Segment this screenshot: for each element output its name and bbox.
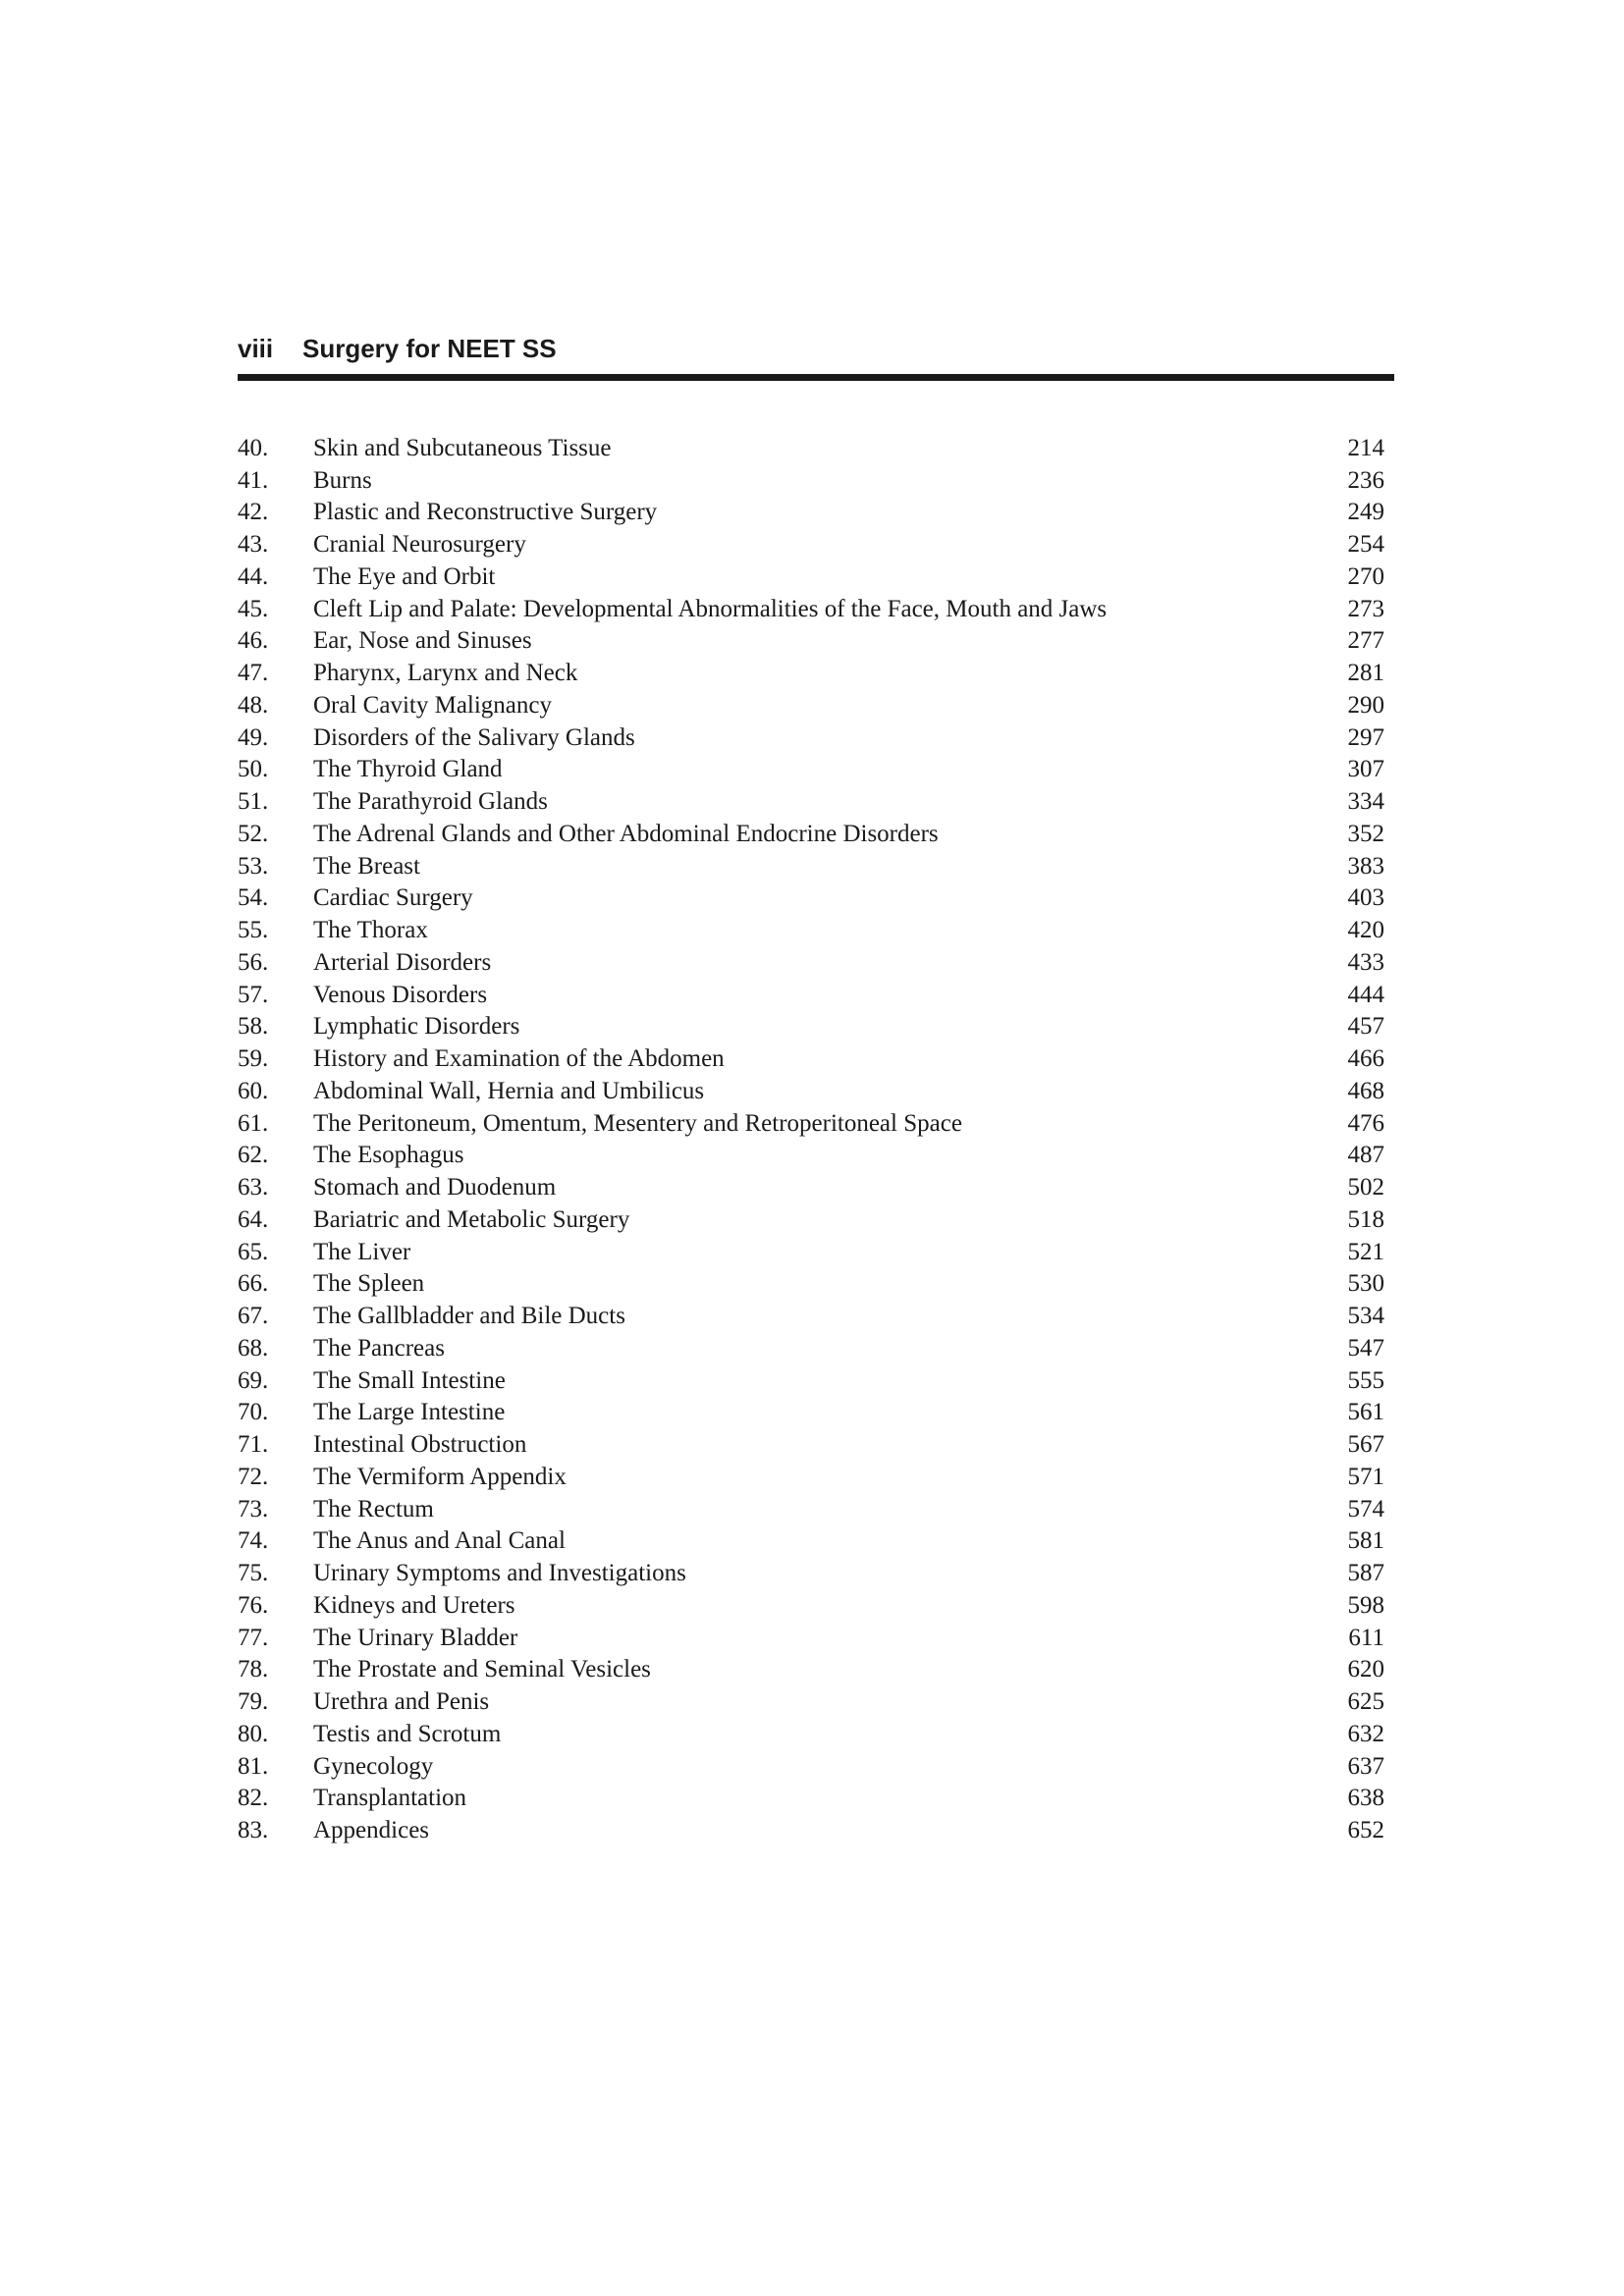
toc-entry	[238, 561, 1394, 593]
toc-entry	[238, 1397, 1394, 1429]
toc-chapter-title: Venous Disorders	[313, 981, 488, 1008]
toc-entry	[238, 1364, 1394, 1397]
toc-chapter-number: 79.	[238, 1688, 269, 1716]
toc-page-number: 466	[1347, 1045, 1384, 1073]
toc-entry	[238, 946, 1394, 979]
toc-chapter-title: The Anus and Anal Canal	[313, 1527, 566, 1555]
toc-chapter-number: 71.	[238, 1431, 269, 1459]
toc-entry	[238, 1783, 1394, 1815]
toc-chapter-title: The Pancreas	[313, 1334, 445, 1362]
toc-entry	[238, 657, 1394, 689]
toc-page-number: 574	[1347, 1495, 1384, 1522]
toc-chapter-title: Cardiac Surgery	[313, 884, 473, 912]
toc-chapter-number: 52.	[238, 820, 269, 847]
toc-page-number: 547	[1347, 1334, 1384, 1362]
toc-entry	[238, 785, 1394, 818]
toc-chapter-number: 73.	[238, 1495, 269, 1522]
header-page-number: viii	[238, 334, 274, 363]
toc-chapter-title: The Eye and Orbit	[313, 562, 496, 590]
toc-entry	[238, 1685, 1394, 1718]
toc-chapter-title: The Breast	[313, 852, 420, 880]
toc-chapter-title: Ear, Nose and Sinuses	[313, 627, 532, 655]
toc-chapter-number: 69.	[238, 1366, 269, 1394]
toc-entry	[238, 914, 1394, 946]
toc-page-number: 433	[1347, 948, 1384, 976]
toc-chapter-number: 49.	[238, 723, 269, 751]
toc-chapter-title: Stomach and Duodenum	[313, 1174, 557, 1201]
toc-page-number: 277	[1347, 627, 1384, 655]
toc-chapter-number: 51.	[238, 788, 269, 816]
toc-chapter-number: 57.	[238, 981, 269, 1008]
toc-page-number: 444	[1347, 981, 1384, 1008]
toc-chapter-title: The Urinary Bladder	[313, 1624, 518, 1651]
toc-entry	[238, 1268, 1394, 1301]
toc-chapter-number: 41.	[238, 466, 269, 494]
toc-page-number: 273	[1347, 595, 1384, 622]
toc-page-number: 383	[1347, 852, 1384, 880]
toc-chapter-title: The Adrenal Glands and Other Abdominal Endocrine Disorders	[313, 820, 939, 847]
toc-entry	[238, 1493, 1394, 1525]
toc-chapter-number: 43.	[238, 531, 269, 559]
toc-chapter-number: 70.	[238, 1399, 269, 1426]
toc-chapter-title: Lymphatic Disorders	[313, 1013, 520, 1041]
toc-page-number: 555	[1347, 1366, 1384, 1394]
toc-entry	[238, 689, 1394, 721]
toc-chapter-title: The Thyroid Gland	[313, 756, 503, 783]
toc-entry	[238, 1140, 1394, 1172]
toc-chapter-title: Appendices	[313, 1817, 430, 1844]
toc-chapter-title: Disorders of the Salivary Glands	[313, 723, 635, 751]
toc-entry	[238, 1107, 1394, 1140]
toc-page-number: 581	[1347, 1527, 1384, 1555]
toc-page-number: 534	[1347, 1303, 1384, 1330]
toc-page-number: 352	[1347, 820, 1384, 847]
toc-chapter-title: The Vermiform Appendix	[313, 1463, 567, 1490]
toc-page-number: 476	[1347, 1109, 1384, 1137]
toc-entry	[238, 1236, 1394, 1268]
toc-entry	[238, 1461, 1394, 1493]
toc-chapter-number: 46.	[238, 627, 269, 655]
toc-page-number: 214	[1347, 434, 1384, 461]
toc-page-number: 625	[1347, 1688, 1384, 1716]
running-header	[238, 334, 1394, 381]
toc-entry	[238, 593, 1394, 625]
toc-chapter-title: The Small Intestine	[313, 1366, 506, 1394]
toc-chapter-title: The Large Intestine	[313, 1399, 506, 1426]
toc-chapter-title: Oral Cavity Malignancy	[313, 691, 552, 719]
toc-chapter-number: 50.	[238, 756, 269, 783]
toc-entry	[238, 528, 1394, 561]
toc-entry	[238, 432, 1394, 464]
toc-page-number: 530	[1347, 1270, 1384, 1298]
toc-chapter-title: The Thorax	[313, 917, 428, 944]
toc-page-number: 249	[1347, 499, 1384, 526]
toc-chapter-number: 54.	[238, 884, 269, 912]
toc-chapter-number: 60.	[238, 1077, 269, 1104]
toc-entry	[238, 1203, 1394, 1236]
toc-chapter-number: 67.	[238, 1303, 269, 1330]
toc-chapter-title: The Spleen	[313, 1270, 425, 1298]
toc-page-number: 638	[1347, 1785, 1384, 1812]
toc-page-number: 518	[1347, 1205, 1384, 1233]
toc-entry	[238, 1171, 1394, 1203]
toc-entry	[238, 1750, 1394, 1783]
toc-entry	[238, 1557, 1394, 1589]
table-of-contents	[238, 432, 1394, 1846]
toc-chapter-number: 65.	[238, 1238, 269, 1265]
toc-page-number: 297	[1347, 723, 1384, 751]
toc-chapter-number: 47.	[238, 660, 269, 687]
toc-chapter-number: 55.	[238, 917, 269, 944]
toc-page-number: 236	[1347, 466, 1384, 494]
toc-chapter-number: 78.	[238, 1656, 269, 1683]
toc-chapter-number: 59.	[238, 1045, 269, 1073]
toc-page-number: 457	[1347, 1013, 1384, 1041]
toc-entry	[238, 1075, 1394, 1107]
toc-chapter-title: Kidneys and Ureters	[313, 1591, 515, 1619]
toc-chapter-number: 64.	[238, 1205, 269, 1233]
toc-chapter-title: Cranial Neurosurgery	[313, 531, 526, 559]
toc-entry	[238, 497, 1394, 529]
toc-entry	[238, 1300, 1394, 1332]
toc-page-number: 521	[1347, 1238, 1384, 1265]
toc-chapter-title: Intestinal Obstruction	[313, 1431, 527, 1459]
toc-entry	[238, 979, 1394, 1011]
toc-page-number: 567	[1347, 1431, 1384, 1459]
toc-entry	[238, 1042, 1394, 1075]
toc-chapter-number: 68.	[238, 1334, 269, 1362]
toc-chapter-title: Skin and Subcutaneous Tissue	[313, 434, 612, 461]
toc-entry	[238, 850, 1394, 882]
toc-chapter-number: 62.	[238, 1142, 269, 1169]
toc-entry	[238, 1332, 1394, 1364]
toc-chapter-title: Transplantation	[313, 1785, 467, 1812]
toc-chapter-title: Abdominal Wall, Hernia and Umbilicus	[313, 1077, 705, 1104]
toc-page-number: 403	[1347, 884, 1384, 912]
toc-chapter-number: 74.	[238, 1527, 269, 1555]
toc-page-number: 611	[1348, 1624, 1384, 1651]
toc-chapter-number: 45.	[238, 595, 269, 622]
toc-entry	[238, 882, 1394, 915]
toc-chapter-title: The Prostate and Seminal Vesicles	[313, 1656, 651, 1683]
toc-chapter-number: 61.	[238, 1109, 269, 1137]
toc-chapter-title: Gynecology	[313, 1752, 434, 1780]
toc-entry	[238, 1589, 1394, 1622]
toc-chapter-number: 53.	[238, 852, 269, 880]
toc-entry	[238, 1654, 1394, 1686]
toc-chapter-number: 81.	[238, 1752, 269, 1780]
toc-page-number: 637	[1347, 1752, 1384, 1780]
toc-chapter-title: History and Examination of the Abdomen	[313, 1045, 725, 1073]
header-book-title: Surgery for NEET SS	[302, 334, 557, 363]
toc-chapter-number: 44.	[238, 562, 269, 590]
toc-entry	[238, 1622, 1394, 1654]
toc-entry	[238, 625, 1394, 658]
toc-chapter-title: Plastic and Reconstructive Surgery	[313, 499, 658, 526]
toc-chapter-title: Pharynx, Larynx and Neck	[313, 660, 578, 687]
toc-chapter-title: Bariatric and Metabolic Surgery	[313, 1205, 630, 1233]
toc-page-number: 468	[1347, 1077, 1384, 1104]
toc-page-number: 290	[1347, 691, 1384, 719]
toc-page-number: 307	[1347, 756, 1384, 783]
toc-entry	[238, 818, 1394, 850]
toc-chapter-title: The Parathyroid Glands	[313, 788, 548, 816]
toc-page-number: 598	[1347, 1591, 1384, 1619]
toc-entry	[238, 1011, 1394, 1043]
toc-page-number: 487	[1347, 1142, 1384, 1169]
toc-chapter-title: Urinary Symptoms and Investigations	[313, 1560, 686, 1587]
toc-chapter-number: 72.	[238, 1463, 269, 1490]
toc-chapter-title: The Esophagus	[313, 1142, 464, 1169]
toc-page-number: 587	[1347, 1560, 1384, 1587]
toc-page-number: 502	[1347, 1174, 1384, 1201]
toc-page-number: 571	[1347, 1463, 1384, 1490]
toc-entry	[238, 754, 1394, 786]
toc-chapter-number: 40.	[238, 434, 269, 461]
toc-page-number: 620	[1347, 1656, 1384, 1683]
toc-page-number: 270	[1347, 562, 1384, 590]
toc-page-number: 561	[1347, 1399, 1384, 1426]
toc-chapter-title: Burns	[313, 466, 372, 494]
toc-chapter-title: The Liver	[313, 1238, 411, 1265]
toc-chapter-number: 75.	[238, 1560, 269, 1587]
toc-chapter-title: The Peritoneum, Omentum, Mesentery and Retroperitoneal Space	[313, 1109, 962, 1137]
toc-chapter-number: 48.	[238, 691, 269, 719]
toc-chapter-title: Testis and Scrotum	[313, 1720, 502, 1747]
toc-chapter-title: Cleft Lip and Palate: Developmental Abnormalities of the Face, Mouth and Jaws	[313, 595, 1108, 622]
toc-entry	[238, 1428, 1394, 1461]
toc-page-number: 632	[1347, 1720, 1384, 1747]
toc-entry	[238, 464, 1394, 497]
toc-chapter-title: Urethra and Penis	[313, 1688, 490, 1716]
toc-chapter-number: 42.	[238, 499, 269, 526]
toc-chapter-title: The Rectum	[313, 1495, 434, 1522]
toc-entry	[238, 1814, 1394, 1846]
toc-page-number: 254	[1347, 531, 1384, 559]
toc-entry	[238, 721, 1394, 754]
toc-page-number: 334	[1347, 788, 1384, 816]
toc-page-number: 652	[1347, 1817, 1384, 1844]
toc-chapter-number: 66.	[238, 1270, 269, 1298]
toc-chapter-number: 80.	[238, 1720, 269, 1747]
toc-chapter-number: 76.	[238, 1591, 269, 1619]
toc-chapter-number: 83.	[238, 1817, 269, 1844]
toc-chapter-title: Arterial Disorders	[313, 948, 492, 976]
toc-page-number: 281	[1347, 660, 1384, 687]
toc-chapter-number: 82.	[238, 1785, 269, 1812]
toc-chapter-title: The Gallbladder and Bile Ducts	[313, 1303, 625, 1330]
toc-chapter-number: 58.	[238, 1013, 269, 1041]
toc-entry	[238, 1718, 1394, 1750]
toc-page-number: 420	[1347, 917, 1384, 944]
toc-chapter-number: 77.	[238, 1624, 269, 1651]
toc-chapter-number: 56.	[238, 948, 269, 976]
toc-entry	[238, 1525, 1394, 1558]
toc-chapter-number: 63.	[238, 1174, 269, 1201]
